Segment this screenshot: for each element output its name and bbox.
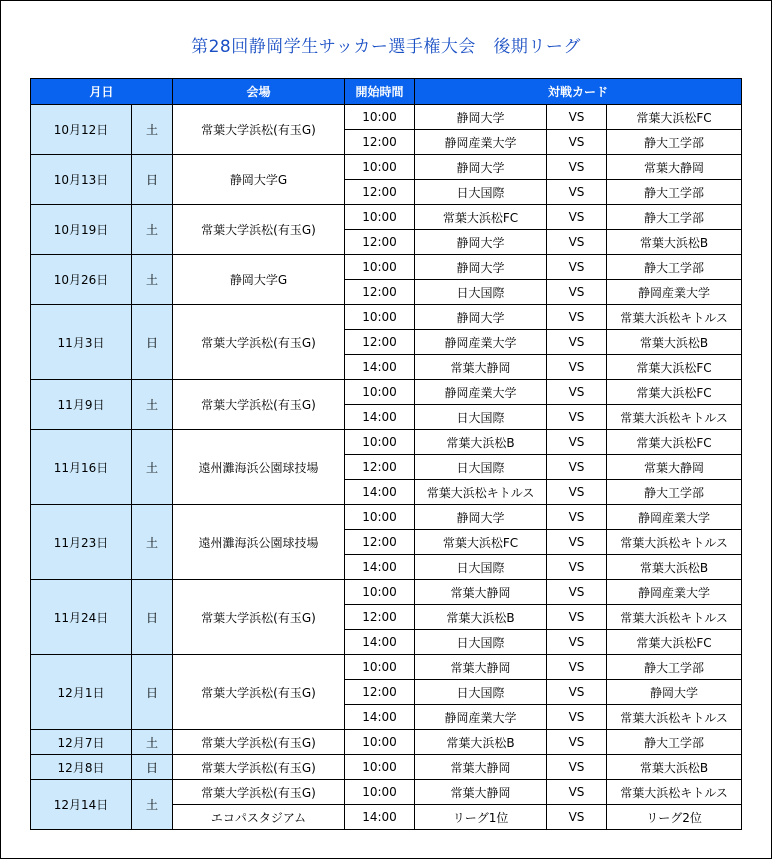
match-venue: 遠州灘海浜公園球技場 (173, 505, 345, 580)
match-time: 12:00 (345, 680, 415, 705)
match-time: 10:00 (345, 755, 415, 780)
vs-label: VS (547, 180, 607, 205)
match-weekday: 土 (132, 255, 173, 305)
away-team: 静大工学部 (607, 730, 742, 755)
match-time: 14:00 (345, 555, 415, 580)
vs-label: VS (547, 630, 607, 655)
header-time: 開始時間 (345, 79, 415, 105)
match-time: 10:00 (345, 430, 415, 455)
match-time: 10:00 (345, 205, 415, 230)
match-weekday: 日 (132, 305, 173, 380)
vs-label: VS (547, 230, 607, 255)
away-team: 静大工学部 (607, 205, 742, 230)
away-team: 静岡産業大学 (607, 580, 742, 605)
home-team: 日大国際 (415, 680, 547, 705)
home-team: 静岡産業大学 (415, 380, 547, 405)
match-time: 14:00 (345, 630, 415, 655)
match-time: 12:00 (345, 180, 415, 205)
match-weekday: 土 (132, 205, 173, 255)
home-team: 静岡大学 (415, 105, 547, 130)
home-team: 静岡産業大学 (415, 130, 547, 155)
vs-label: VS (547, 255, 607, 280)
vs-label: VS (547, 430, 607, 455)
home-team: 日大国際 (415, 455, 547, 480)
match-venue: 常葉大学浜松(有玉G) (173, 780, 345, 805)
match-weekday: 日 (132, 580, 173, 655)
vs-label: VS (547, 755, 607, 780)
home-team: リーグ1位 (415, 805, 547, 830)
away-team: 常葉大静岡 (607, 155, 742, 180)
match-time: 10:00 (345, 730, 415, 755)
home-team: 常葉大静岡 (415, 655, 547, 680)
home-team: 日大国際 (415, 280, 547, 305)
match-weekday: 土 (132, 430, 173, 505)
home-team: 常葉大浜松B (415, 730, 547, 755)
home-team: 日大国際 (415, 630, 547, 655)
home-team: 日大国際 (415, 555, 547, 580)
vs-label: VS (547, 655, 607, 680)
match-date: 11月23日 (31, 505, 132, 580)
away-team: 常葉大浜松FC (607, 355, 742, 380)
match-date: 11月24日 (31, 580, 132, 655)
vs-label: VS (547, 705, 607, 730)
table-row (31, 305, 742, 330)
away-team: リーグ2位 (607, 805, 742, 830)
table-row (31, 105, 742, 130)
away-team: 常葉大浜松キトルス (607, 780, 742, 805)
match-venue: 常葉大学浜松(有玉G) (173, 755, 345, 780)
away-team: 静大工学部 (607, 255, 742, 280)
match-weekday: 土 (132, 380, 173, 430)
table-row (31, 205, 742, 230)
home-team: 常葉大静岡 (415, 355, 547, 380)
match-date: 10月26日 (31, 255, 132, 305)
vs-label: VS (547, 480, 607, 505)
away-team: 常葉大静岡 (607, 455, 742, 480)
match-time: 12:00 (345, 130, 415, 155)
page-title: 第28回静岡学生サッカー選手権大会 後期リーグ (191, 37, 581, 57)
match-date: 11月16日 (31, 430, 132, 505)
match-weekday: 土 (132, 730, 173, 755)
vs-label: VS (547, 355, 607, 380)
away-team: 静岡産業大学 (607, 280, 742, 305)
home-team: 静岡大学 (415, 230, 547, 255)
home-team: 常葉大浜松B (415, 430, 547, 455)
vs-label: VS (547, 205, 607, 230)
vs-label: VS (547, 680, 607, 705)
vs-label: VS (547, 405, 607, 430)
match-venue: 常葉大学浜松(有玉G) (173, 205, 345, 255)
home-team: 常葉大浜松B (415, 605, 547, 630)
schedule-table (30, 78, 742, 830)
match-venue: 遠州灘海浜公園球技場 (173, 430, 345, 505)
away-team: 静大工学部 (607, 655, 742, 680)
away-team: 常葉大浜松キトルス (607, 405, 742, 430)
home-team: 静岡大学 (415, 255, 547, 280)
home-team: 常葉大静岡 (415, 780, 547, 805)
table-row (31, 580, 742, 605)
table-row (31, 255, 742, 280)
table-row (31, 380, 742, 405)
vs-label: VS (547, 605, 607, 630)
match-time: 10:00 (345, 255, 415, 280)
vs-label: VS (547, 530, 607, 555)
match-weekday: 土 (132, 505, 173, 580)
vs-label: VS (547, 580, 607, 605)
away-team: 常葉大浜松FC (607, 380, 742, 405)
match-time: 10:00 (345, 155, 415, 180)
vs-label: VS (547, 380, 607, 405)
vs-label: VS (547, 780, 607, 805)
home-team: 日大国際 (415, 405, 547, 430)
home-team: 静岡大学 (415, 505, 547, 530)
match-time: 12:00 (345, 280, 415, 305)
home-team: 常葉大浜松キトルス (415, 480, 547, 505)
match-date: 12月14日 (31, 780, 132, 830)
match-time: 10:00 (345, 105, 415, 130)
match-time: 14:00 (345, 480, 415, 505)
match-venue: 常葉大学浜松(有玉G) (173, 655, 345, 730)
match-venue: エコパスタジアム (173, 805, 345, 830)
match-time: 14:00 (345, 405, 415, 430)
header-card: 対戦カード (415, 79, 742, 105)
away-team: 常葉大浜松FC (607, 630, 742, 655)
away-team: 常葉大浜松キトルス (607, 305, 742, 330)
home-team: 静岡産業大学 (415, 330, 547, 355)
match-venue: 常葉大学浜松(有玉G) (173, 305, 345, 380)
header-venue: 会場 (173, 79, 345, 105)
away-team: 常葉大浜松FC (607, 105, 742, 130)
match-date: 10月19日 (31, 205, 132, 255)
table-row (31, 430, 742, 455)
match-time: 10:00 (345, 380, 415, 405)
match-weekday: 日 (132, 755, 173, 780)
away-team: 静大工学部 (607, 130, 742, 155)
table-row (31, 155, 742, 180)
match-time: 10:00 (345, 505, 415, 530)
match-time: 14:00 (345, 705, 415, 730)
vs-label: VS (547, 505, 607, 530)
vs-label: VS (547, 330, 607, 355)
away-team: 常葉大浜松B (607, 330, 742, 355)
match-weekday: 土 (132, 105, 173, 155)
match-time: 10:00 (345, 580, 415, 605)
away-team: 静岡大学 (607, 680, 742, 705)
vs-label: VS (547, 555, 607, 580)
away-team: 常葉大浜松B (607, 755, 742, 780)
header-row (31, 79, 742, 105)
vs-label: VS (547, 305, 607, 330)
home-team: 常葉大浜松FC (415, 205, 547, 230)
away-team: 常葉大浜松B (607, 555, 742, 580)
vs-label: VS (547, 105, 607, 130)
match-date: 12月8日 (31, 755, 132, 780)
match-weekday: 土 (132, 780, 173, 830)
match-time: 12:00 (345, 330, 415, 355)
match-time: 10:00 (345, 305, 415, 330)
header-date: 月日 (31, 79, 173, 105)
match-time: 14:00 (345, 355, 415, 380)
match-venue: 常葉大学浜松(有玉G) (173, 105, 345, 155)
home-team: 日大国際 (415, 180, 547, 205)
home-team: 静岡産業大学 (415, 705, 547, 730)
table-row (31, 755, 742, 780)
vs-label: VS (547, 730, 607, 755)
away-team: 常葉大浜松キトルス (607, 605, 742, 630)
match-venue: 常葉大学浜松(有玉G) (173, 730, 345, 755)
match-time: 12:00 (345, 230, 415, 255)
vs-label: VS (547, 130, 607, 155)
away-team: 常葉大浜松FC (607, 430, 742, 455)
match-venue: 静岡大学G (173, 255, 345, 305)
match-date: 11月3日 (31, 305, 132, 380)
match-weekday: 日 (132, 655, 173, 730)
match-weekday: 日 (132, 155, 173, 205)
vs-label: VS (547, 455, 607, 480)
schedule-body (31, 105, 742, 830)
match-date: 12月7日 (31, 730, 132, 755)
match-venue: 常葉大学浜松(有玉G) (173, 580, 345, 655)
vs-label: VS (547, 805, 607, 830)
home-team: 静岡大学 (415, 155, 547, 180)
match-date: 10月12日 (31, 105, 132, 155)
table-row (31, 730, 742, 755)
match-time: 10:00 (345, 655, 415, 680)
away-team: 静大工学部 (607, 180, 742, 205)
home-team: 常葉大静岡 (415, 580, 547, 605)
match-date: 11月9日 (31, 380, 132, 430)
match-time: 12:00 (345, 530, 415, 555)
table-row (31, 780, 742, 805)
match-time: 10:00 (345, 780, 415, 805)
away-team: 常葉大浜松キトルス (607, 705, 742, 730)
match-date: 10月13日 (31, 155, 132, 205)
table-row (31, 505, 742, 530)
home-team: 静岡大学 (415, 305, 547, 330)
home-team: 常葉大静岡 (415, 755, 547, 780)
home-team: 常葉大浜松FC (415, 530, 547, 555)
match-time: 14:00 (345, 805, 415, 830)
vs-label: VS (547, 155, 607, 180)
vs-label: VS (547, 280, 607, 305)
table-row (31, 655, 742, 680)
away-team: 静岡産業大学 (607, 505, 742, 530)
away-team: 常葉大浜松キトルス (607, 530, 742, 555)
away-team: 静大工学部 (607, 480, 742, 505)
match-venue: 常葉大学浜松(有玉G) (173, 380, 345, 430)
match-date: 12月1日 (31, 655, 132, 730)
match-venue: 静岡大学G (173, 155, 345, 205)
match-time: 12:00 (345, 455, 415, 480)
away-team: 常葉大浜松B (607, 230, 742, 255)
match-time: 12:00 (345, 605, 415, 630)
